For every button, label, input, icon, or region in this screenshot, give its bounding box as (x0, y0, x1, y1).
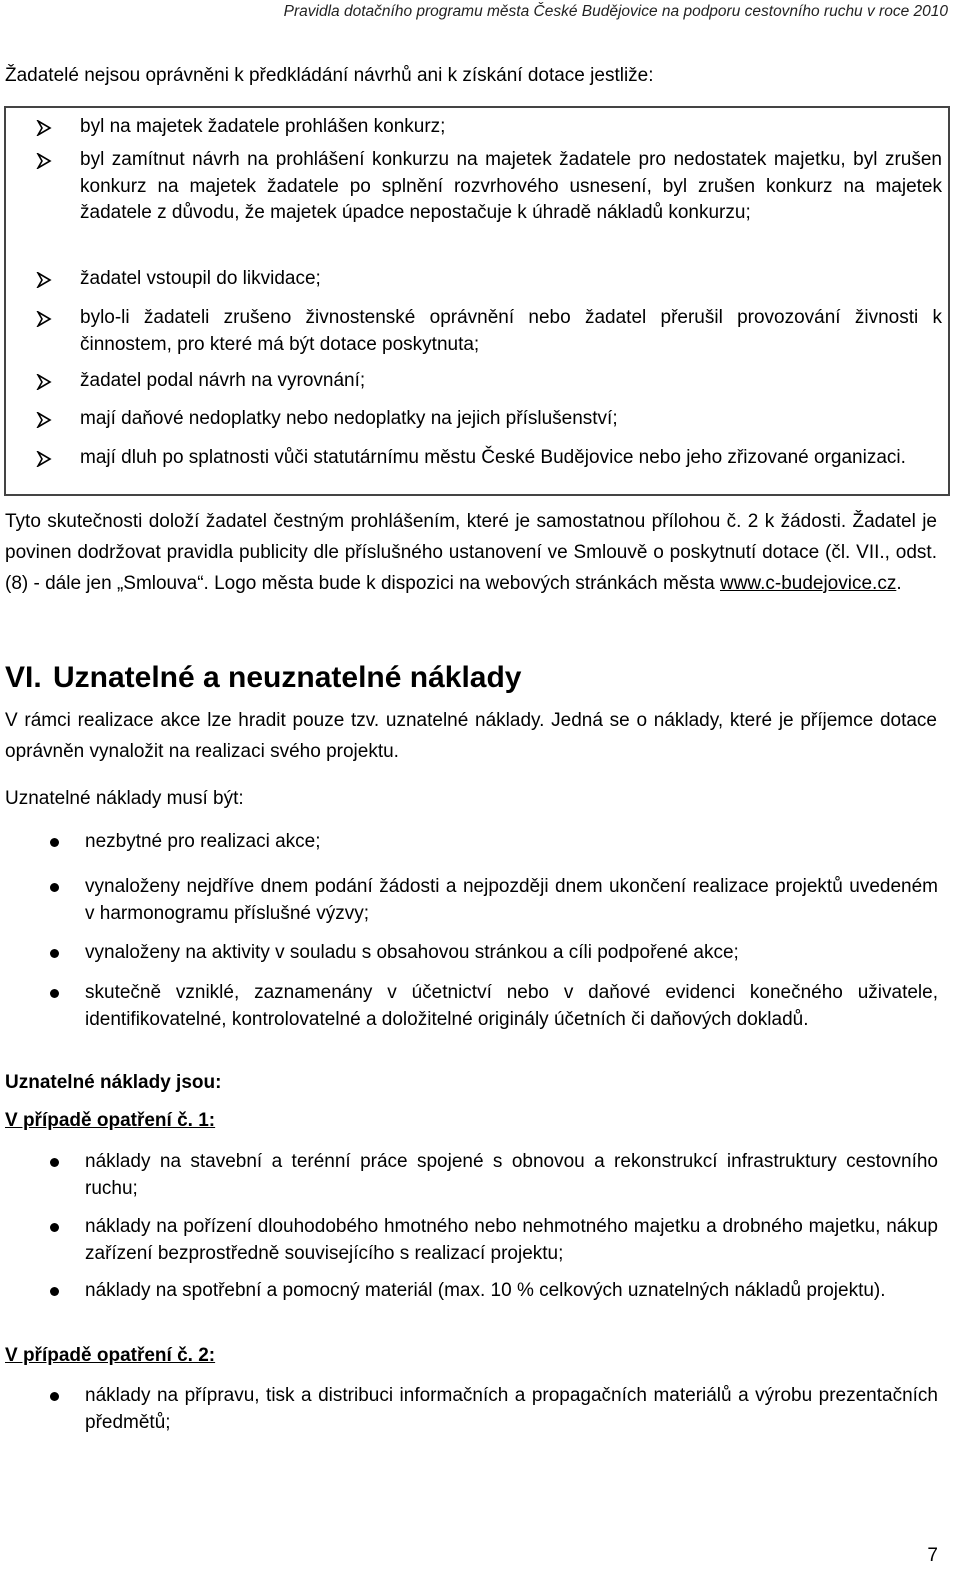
requirement-text: nezbytné pro realizaci akce; (85, 831, 321, 852)
condition-text: byl na majetek žadatele prohlášen konkurz; (80, 116, 446, 137)
intro-text: Žadatelé nejsou oprávněni k předkládání návrhů ani k získání dotace jestliže: (5, 65, 654, 86)
condition-item (6, 266, 942, 293)
requirement-text: vynaloženy nejdříve dnem podání žádosti a nejpozději dnem ukončení realizace projektů uvedeném v harmonogramu příslušné výzvy; (85, 876, 938, 924)
condition-item (6, 445, 942, 472)
requirement-item (0, 829, 938, 856)
condition-text: mají daňové nedoplatky nebo nedoplatky na jejich příslušenství; (80, 408, 618, 429)
disc-bullet-icon (50, 1392, 59, 1401)
condition-text: mají dluh po splatnosti vůči statutárnímu městu České Budějovice nebo jeho zřizované organizaci. (80, 447, 906, 468)
disc-bullet-icon (50, 1223, 59, 1232)
are-label: Uznatelné náklady jsou: (5, 1072, 222, 1093)
measure-1-item (0, 1278, 938, 1305)
page-number: 7 (927, 1545, 938, 1566)
disc-bullet-icon (50, 1158, 59, 1167)
requirement-text: skutečně vzniklé, zaznamenány v účetnictví nebo v daňové evidenci konečného uživatele, identifikovatelné, kontrolovatelné a doložitelné originály účetních či daňových dokladů. (85, 982, 938, 1030)
declaration-paragraph (5, 506, 937, 599)
measure-2-item (0, 1383, 938, 1436)
disc-bullet-icon (50, 949, 59, 958)
arrow-bullet-icon (36, 153, 52, 169)
disc-bullet-icon (50, 989, 59, 998)
condition-text: byl zamítnut návrh na prohlášení konkurzu na majetek žadatele pro nedostatek majetku, byl zrušen konkurz na majetek žadatele po splnění rozvrhového usnesení, byl zrušen konkurz na majetek žadatele z důvodu, že majetek úpadce nepostačuje k úhradě nákladů konkurzu; (80, 149, 942, 223)
running-header: Pravidla dotačního programu města České Budějovice na podporu cestovního ruchu v roce 2010 (283, 3, 948, 20)
conditions-box (4, 106, 950, 496)
condition-text: žadatel podal návrh na vyrovnání; (80, 370, 366, 391)
disc-bullet-icon (50, 883, 59, 892)
measure-2-text: náklady na přípravu, tisk a distribuci informačních a propagačních materiálů a výrobu prezentačních předmětů; (85, 1385, 938, 1433)
measure-1-text: náklady na spotřební a pomocný materiál (max. 10 % celkových uznatelných nákladů projektu). (85, 1280, 886, 1301)
measure-1-text: náklady na pořízení dlouhodobého hmotného nebo nehmotného majetku a drobného majetku, nákup zařízení bezprostředně souvisejícího s realizací projektu; (85, 1216, 938, 1264)
disc-bullet-icon (50, 838, 59, 847)
declaration-suffix: . (896, 573, 902, 594)
must-be-label: Uznatelné náklady musí být: (5, 788, 244, 809)
condition-item (6, 368, 942, 395)
measure-1-item (0, 1149, 938, 1202)
city-website-link[interactable]: www.c-budejovice.cz (719, 573, 897, 594)
measure-1-label: V případě opatření č. 1: (5, 1110, 216, 1131)
condition-text: bylo-li žadateli zrušeno živnostenské oprávnění nebo žadatel přerušil provozování živnosti k činnostem, pro které má být dotace poskytnuta; (80, 307, 942, 355)
arrow-bullet-icon (36, 272, 52, 288)
arrow-bullet-icon (36, 311, 52, 327)
section-number: VI. (5, 661, 42, 694)
arrow-bullet-icon (36, 412, 52, 428)
declaration-text: Tyto skutečnosti doloží žadatel čestným prohlášením, které je samostatnou přílohou č. 2 k žádosti. Žadatel je povinen dodržovat pravidla publicity dle příslušného ustanovení ve Smlouvě o poskytnutí dotace (čl. VII., odst. (8) - dále jen „Smlouva“. Logo města bude k dispozici na webových stránkách města (5, 511, 937, 594)
measure-1-item (0, 1214, 938, 1267)
condition-item (6, 305, 942, 358)
condition-text: žadatel vstoupil do likvidace; (80, 268, 321, 289)
arrow-bullet-icon (36, 120, 52, 136)
section-intro: V rámci realizace akce lze hradit pouze tzv. uznatelné náklady. Jedná se o náklady, které je příjemce dotace oprávněn vynaložit na realizaci svého projektu. (5, 710, 937, 762)
arrow-bullet-icon (36, 374, 52, 390)
requirement-item (0, 980, 938, 1033)
disc-bullet-icon (50, 1287, 59, 1296)
condition-item (6, 114, 942, 141)
measure-2-label: V případě opatření č. 2: (5, 1345, 216, 1366)
requirement-item (0, 940, 938, 967)
measure-1-text: náklady na stavební a terénní práce spojené s obnovou a rekonstrukcí infrastruktury cestovního ruchu; (85, 1151, 938, 1199)
section-title: Uznatelné a neuznatelné náklady (53, 661, 522, 694)
section-heading (5, 658, 521, 698)
requirement-text: vynaloženy na aktivity v souladu s obsahovou stránkou a cíli podpořené akce; (85, 942, 739, 963)
condition-item (6, 406, 942, 433)
requirement-item (0, 874, 938, 927)
condition-item (6, 147, 942, 227)
arrow-bullet-icon (36, 451, 52, 467)
